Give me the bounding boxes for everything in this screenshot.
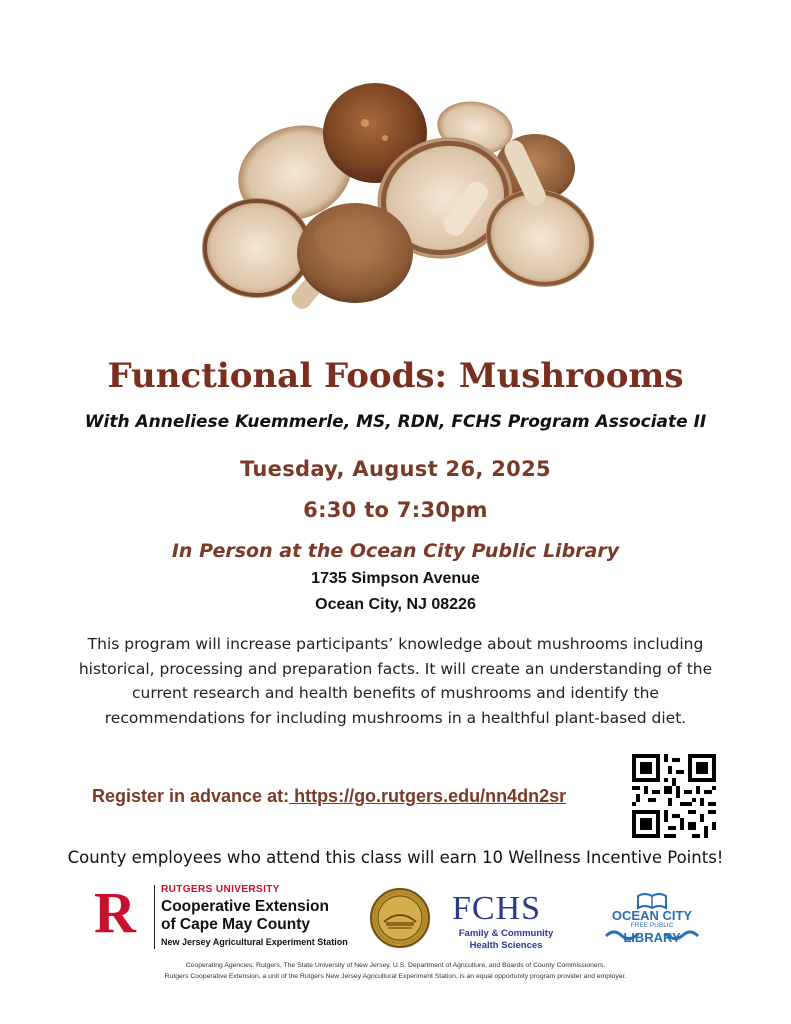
library-name-line2: FREE PUBLIC xyxy=(630,922,674,929)
rutgers-university-label: RUTGERS UNIVERSITY xyxy=(161,884,280,895)
registration-line xyxy=(92,786,566,807)
presenter-line: With Anneliese Kuemmerle, MS, RDN, FCHS Program Associate II xyxy=(84,412,707,432)
event-time: 6:30 to 7:30pm xyxy=(303,498,488,522)
mushrooms-image xyxy=(195,78,615,318)
wellness-incentive-note: County employees who attend this class will earn 10 Wellness Incentive Points! xyxy=(67,848,724,867)
cape-may-county-label: of Cape May County xyxy=(161,916,310,933)
county-seal-icon xyxy=(370,888,430,948)
footer-cooperating-agencies: Cooperating Agencies: Rutgers, The State University of New Jersey, U.S. Department of Agriculture, and Boards of County Commissioners. xyxy=(185,962,606,969)
event-location: In Person at the Ocean City Public Library xyxy=(171,540,620,562)
address-city: Ocean City, NJ 08226 xyxy=(315,596,476,613)
njaes-label: New Jersey Agricultural Experiment Station xyxy=(161,937,348,947)
rutgers-r-logo-icon xyxy=(92,884,148,936)
cooperative-extension-label: Cooperative Extension xyxy=(161,898,329,915)
footer-equal-opportunity: Rutgers Cooperative Extension, a unit of the Rutgers New Jersey Agricultural Experiment Station, is an equal opportunity program provider and employer. xyxy=(164,973,627,980)
address-street: 1735 Simpson Avenue xyxy=(311,570,480,587)
register-link[interactable]: https://go.rutgers.edu/nn4dn2sr xyxy=(289,786,567,806)
fchs-subtitle-line2: Health Sciences xyxy=(469,940,543,951)
svg-text:R: R xyxy=(94,884,136,936)
fchs-logo-text: FCHS xyxy=(452,890,542,927)
register-label: Register in advance at: xyxy=(92,786,290,806)
event-date: Tuesday, August 26, 2025 xyxy=(240,457,551,481)
logo-divider xyxy=(154,885,155,949)
program-description: This program will increase participants’ knowledge about mushrooms including historical, processing and preparation facts. It will create an understanding of the current research and health benefits of mushrooms and identify the recommendations for including mushrooms in a healthful plant-based diet. xyxy=(78,635,713,727)
event-title: Functional Foods: Mushrooms xyxy=(107,356,684,396)
library-name-line3: LIBRARY xyxy=(623,930,681,945)
fchs-subtitle-line1: Family & Community xyxy=(458,928,554,939)
library-name-line1: OCEAN CITY xyxy=(611,908,693,923)
qr-code-icon[interactable] xyxy=(632,754,716,838)
